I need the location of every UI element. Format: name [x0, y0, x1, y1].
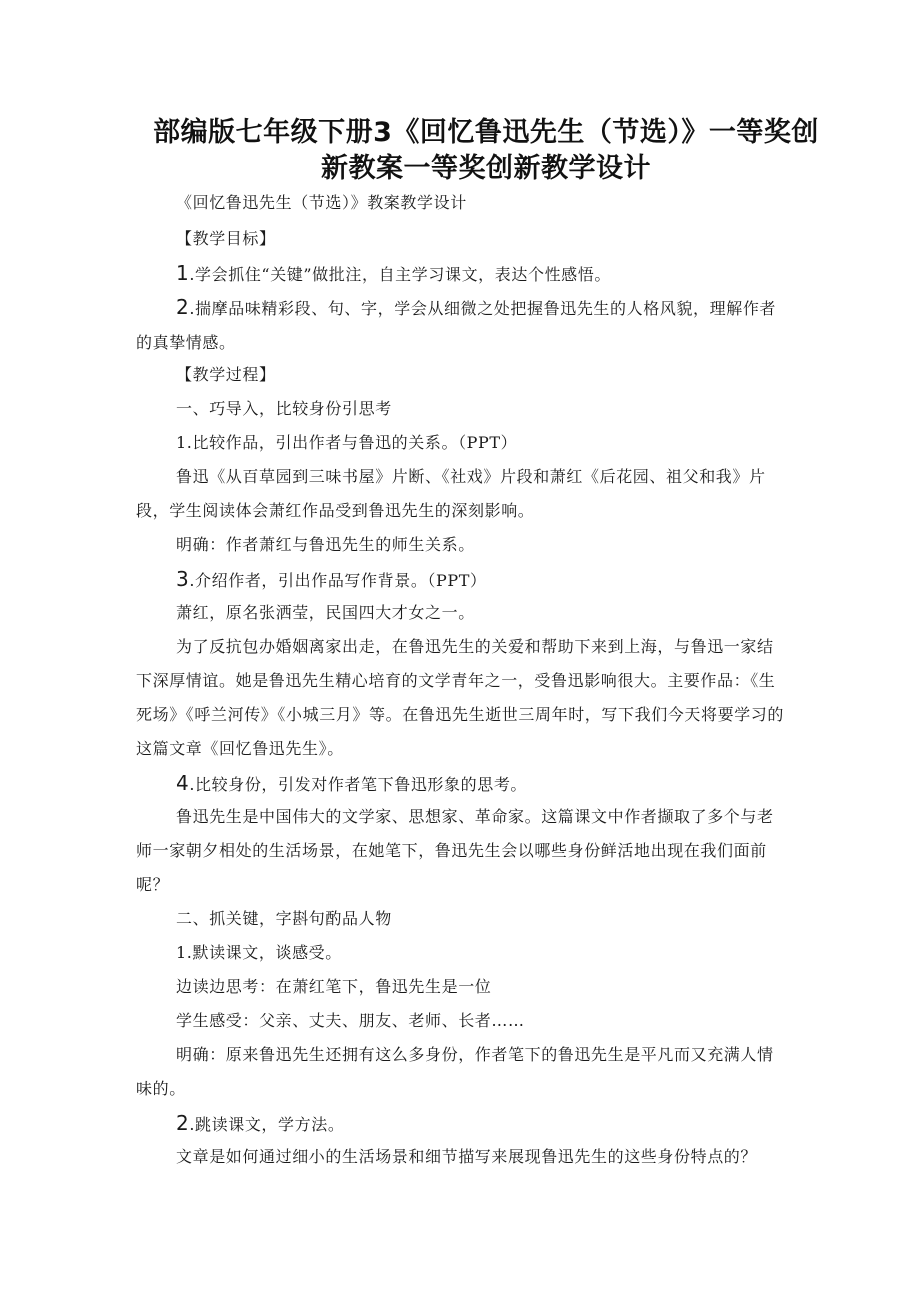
section-1-item-4: [136, 766, 790, 802]
section-2-item-2: [136, 1106, 790, 1142]
section-2-item-2-text: .跳读课文，学方法。: [189, 1115, 345, 1134]
goal-2-number: 2: [176, 295, 190, 319]
subtitle: 《回忆鲁迅先生（节选）》教案教学设计: [176, 193, 467, 212]
section-2-heading: 二、抓关键，字斟句酌品人物: [176, 909, 392, 928]
section-1-item-4-number: 4: [176, 771, 190, 795]
section-1-item-4-desc: 鲁迅先生是中国伟大的文学家、思想家、革命家。这篇课文中作者撷取了多个与老师一家朝夕相处的生活场景，在她笔下，鲁迅先生会以哪些身份鲜活地出现在我们面前呢？: [136, 807, 774, 894]
section-1-item-3: [136, 562, 790, 598]
section-2-item-2-number: 2: [176, 1111, 190, 1135]
goal-1-text: .学会抓住“关键”做批注，自主学习课文，表达个性感悟。: [189, 265, 611, 284]
goal-2-text: .揣摩品味精彩段、句、字，学会从细微之处把握鲁迅先生的人格风貌，理解作者的真挚情感。: [136, 299, 777, 352]
section-1-item-1: 1.比较作品，引出作者与鲁迅的关系。（PPT）: [176, 433, 518, 452]
section-2-think: 边读边思考：在萧红笔下，鲁迅先生是一位: [176, 977, 492, 996]
document-title-line2: 新教案一等奖创新教学设计: [321, 153, 651, 184]
goal-1: [136, 256, 790, 292]
goals-heading: 【教学目标】: [176, 229, 276, 248]
author-intro: 萧红，原名张洒莹，民国四大才女之一。: [176, 603, 475, 622]
section-2-feel: 学生感受：父亲、丈夫、朋友、老师、长者……: [176, 1011, 525, 1030]
section-1-item-4-text: .比较身份，引发对作者笔下鲁迅形象的思考。: [189, 775, 528, 794]
section-2-clarify: 明确：原来鲁迅先生还拥有这么多身份，作者笔下的鲁迅先生是平凡而又充满人情味的。: [136, 1045, 774, 1098]
section-1-item-1-desc: 鲁迅《从百草园到三味书屋》片断、《社戏》片段和萧红《后花园、祖父和我》片段，学生阅读体会萧红作品受到鲁迅先生的深刻影响。: [136, 467, 766, 520]
goal-2: [136, 290, 790, 360]
section-2-question: 文章是如何通过细小的生活场景和细节描写来展现鲁迅先生的这些身份特点的？: [176, 1147, 758, 1166]
section-1-item-1-clarify: 明确：作者萧红与鲁迅先生的师生关系。: [176, 535, 475, 554]
section-2-item-1: 1.默读课文，谈感受。: [176, 943, 342, 962]
section-1-heading: 一、巧导入，比较身份引思考: [176, 399, 392, 418]
section-1-item-3-number: 3: [176, 567, 190, 591]
goal-1-number: 1: [176, 261, 190, 285]
document-title-line1: 部编版七年级下册3《回忆鲁迅先生（节选）》一等奖创: [153, 117, 819, 148]
author-bio: 为了反抗包办婚姻离家出走，在鲁迅先生的关爱和帮助下来到上海，与鲁迅一家结下深厚情谊。她是鲁迅先生精心培育的文学青年之一，受鲁迅影响很大。主要作品：《生死场》《呼兰河传》《小城三月》等。在鲁迅先生逝世三周年时，写下我们今天将要学习的这篇文章《回忆鲁迅先生》。: [136, 637, 785, 758]
process-heading: 【教学过程】: [176, 365, 276, 384]
section-1-item-3-text: .介绍作者，引出作品写作背景。（PPT）: [189, 571, 487, 590]
